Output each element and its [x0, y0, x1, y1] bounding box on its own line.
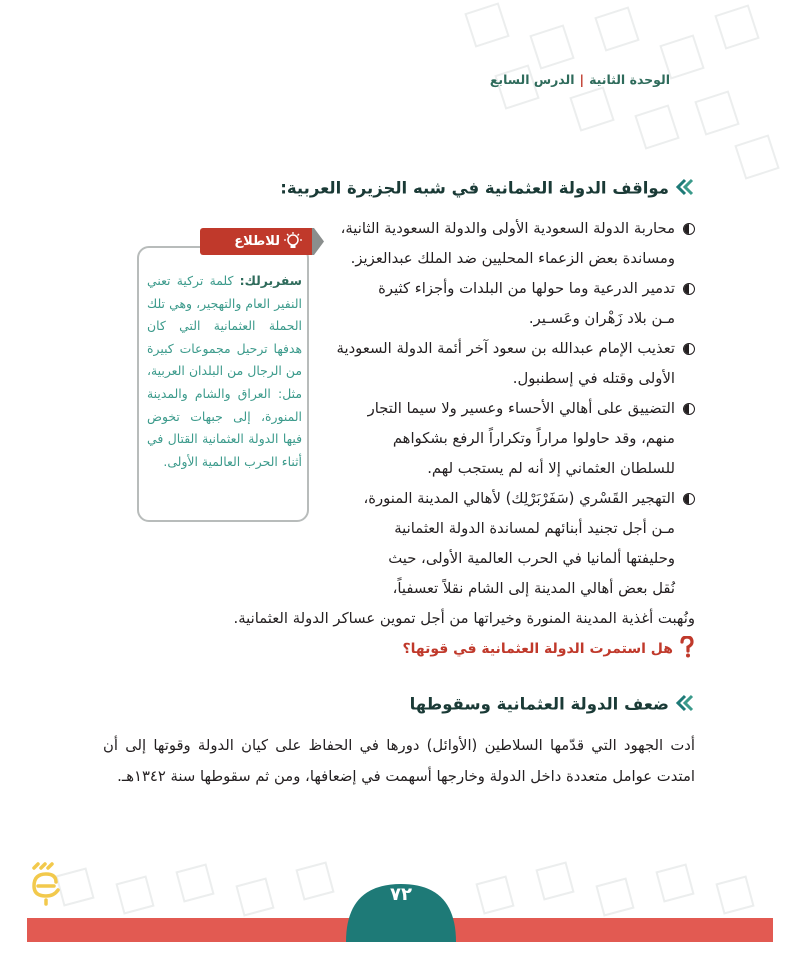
- info-tag: [200, 228, 312, 255]
- list-item-line: التضييق على أهالي الأحساء وعسير ولا سيما التجار: [367, 400, 675, 417]
- tag-tail: [310, 228, 324, 255]
- page-number: ٧٢: [390, 884, 412, 905]
- bullet-icon: [683, 403, 695, 415]
- list-item-line: محاربة الدولة السعودية الأولى والدولة السعودية الثانية،: [340, 220, 675, 237]
- list-item-line: ومساندة بعض الزعماء المحليين ضد الملك عبدالعزيز.: [350, 250, 675, 267]
- list-item-line: وحليفتها ألمانيا في الحرب العالمية الأولى، حيث: [388, 550, 675, 567]
- section-heading-ottoman-positions: [280, 178, 695, 200]
- info-tag-label: للاطلاع: [234, 234, 280, 249]
- list-item-line: التهجير القَسْري (سَفَرْبَرْلِك) لأهالي المدينة المنورة،: [363, 490, 675, 507]
- sidebar-text: [147, 270, 302, 473]
- list-item: [293, 214, 695, 274]
- section-heading-decline: [410, 694, 695, 716]
- list-item: [293, 394, 695, 484]
- list-item-line: تدمير الدرعية وما حولها من البلدات وأجزاء كثيرة: [378, 280, 675, 297]
- list-item-line: منهم، وقد حاولوا مراراً وتكراراً الرفع بشكواهم: [392, 430, 675, 447]
- lesson-label: الدرس السابع: [489, 72, 575, 87]
- list-item-line: ونُهبت أغذية المدينة المنورة وخيراتها من أجل تموين عساكر الدولة العثمانية.: [233, 610, 695, 627]
- list-item: [293, 274, 695, 334]
- list-item-line: الأولى وقتله في إسطنبول.: [512, 370, 675, 387]
- unit-label: الوحدة الثانية: [589, 72, 670, 87]
- bullet-icon: [683, 343, 695, 355]
- bullet-icon: [683, 283, 695, 295]
- list-item-line: مـن بلاد زَهْران وعَسـير.: [528, 310, 675, 327]
- list-item-line: نُقل بعض أهالي المدينة إلى الشام نقلاً تعسفياً،: [392, 580, 675, 597]
- double-chevron-left-icon: [675, 178, 695, 200]
- list-item-line: للسلطان العثماني إلا أنه لم يستجب لهم.: [427, 460, 675, 477]
- list-item: [293, 334, 695, 394]
- publisher-logo-icon: [26, 860, 64, 906]
- section-title: مواقف الدولة العثمانية في شبه الجزيرة العربية:: [280, 178, 669, 198]
- sidebar-definition: كلمة تركية تعني النفير العام والتهجير، وهي تلك الحملة العثمانية التي كان هدفها ترحيل مجموعات كبيرة من الرجال من البلدان العربية، مثل: العراق والشام والمدينة المنورة، إلى جبهات تخوض فيها الدولة العثمانية القتال في أثناء الحرب العالمية الأولى.: [147, 273, 302, 469]
- double-chevron-left-icon: [675, 694, 695, 716]
- question-prompt: [402, 636, 695, 662]
- question-text: هل استمرت الدولة العثمانية في قوتها؟: [402, 641, 673, 657]
- list-item-line: تعذيب الإمام عبدالله بن سعود آخر أئمة الدولة السعودية: [336, 340, 675, 357]
- lightbulb-icon: [284, 232, 302, 260]
- header-separator: |: [579, 72, 585, 87]
- question-mark-icon: [679, 636, 695, 662]
- sidebar-term: سفربرلك:: [239, 273, 302, 288]
- decline-paragraph: أدت الجهود التي قدّمها السلاطين (الأوائل) دورها في الحفاظ على كيان الدولة وقوتها إلى أن امتدت عوامل متعددة داخل الدولة وخارجها أسهمت في إضعافها، ومن ثم سقوطها سنة ١٣٤٢هـ.: [103, 737, 695, 785]
- list-item-line: مـن أجل تجنيد أبنائهم لمساندة الدولة العثمانية: [394, 520, 675, 537]
- bullet-icon: [683, 493, 695, 505]
- section-title: ضعف الدولة العثمانية وسقوطها: [409, 694, 669, 714]
- bullet-icon: [683, 223, 695, 235]
- page-header: [490, 72, 670, 87]
